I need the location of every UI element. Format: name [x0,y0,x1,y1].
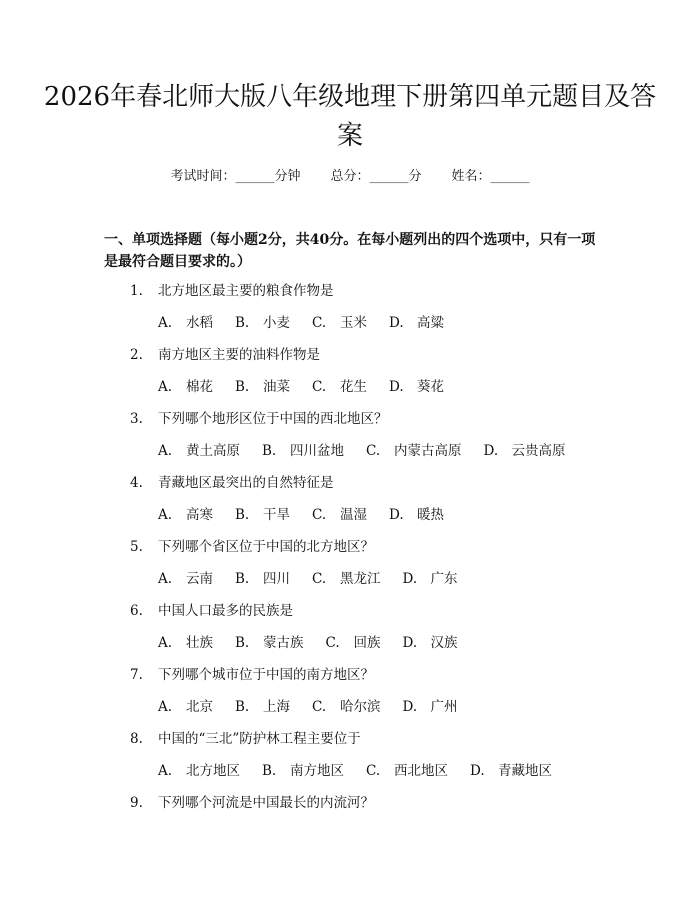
option-row [158,376,466,398]
option-d: D. 葵花 [389,379,444,395]
option-a: A. 北京 [158,699,213,715]
option-a: A. 壮族 [158,635,213,651]
question-item [130,600,650,664]
option-b: B. 蒙古族 [235,635,304,651]
option-a: A. 高寒 [158,507,213,523]
option-row [158,632,480,654]
option-b: B. 四川盆地 [262,443,344,459]
question-text: 下列哪个地形区位于中国的西北地区？ [158,411,388,427]
question-item [130,472,650,536]
question-item [130,280,650,344]
question-number: 5. [130,539,143,555]
option-d: D. 广州 [402,699,458,715]
question-number: 4. [130,475,143,491]
option-c: C. 温湿 [312,507,367,523]
option-d: D. 云贵高原 [483,443,566,459]
question-number: 2. [130,347,143,363]
option-d: D. 广东 [402,571,458,587]
option-c: C. 玉米 [312,315,367,331]
option-c: C. 内蒙古高原 [366,443,462,459]
question-item [130,536,650,600]
option-b: B. 上海 [235,699,290,715]
question-text: 南方地区主要的油料作物是 [158,347,320,363]
option-b: B. 油菜 [235,379,290,395]
question-number: 7. [130,667,143,683]
question-item [130,728,650,792]
option-row [158,504,466,526]
student-name-label: 姓名：______ [451,169,530,184]
option-row [158,312,466,334]
question-list [130,280,650,856]
option-row [158,568,480,590]
question-text: 下列哪个城市位于中国的南方地区？ [158,667,374,683]
question-number: 8. [130,731,143,747]
question-text: 中国的“三北”防护林工程主要位于 [158,731,361,747]
document-title: 2026年春北师大版八年级地理下册第四单元题目及答案 [43,82,657,151]
question-number: 1. [130,283,143,299]
option-b: B. 南方地区 [262,763,344,779]
exam-time-label: 考试时间：______分钟 [170,169,301,184]
option-c: C. 回族 [325,635,381,651]
question-stem [130,408,388,430]
question-stem [130,344,320,366]
option-d: D. 青藏地区 [470,763,552,779]
question-text: 下列哪个省区位于中国的北方地区？ [158,539,374,555]
option-a: A. 北方地区 [158,763,240,779]
question-stem [130,792,374,814]
question-item [130,792,650,856]
option-d: D. 高粱 [389,315,444,331]
question-stem [130,472,334,494]
question-stem [130,536,374,558]
question-text: 中国人口最多的民族是 [158,603,293,619]
option-row [158,440,588,462]
option-c: C. 哈尔滨 [312,699,381,715]
total-score-label: 总分：______分 [330,169,422,184]
option-d: D. 暖热 [389,507,444,523]
question-stem [130,600,293,622]
option-b: B. 四川 [235,571,290,587]
option-b: B. 小麦 [235,315,290,331]
option-a: A. 水稻 [158,315,213,331]
option-c: C. 花生 [312,379,367,395]
option-c: C. 西北地区 [366,763,448,779]
option-b: B. 干旱 [235,507,290,523]
question-item [130,344,650,408]
question-stem [130,728,361,750]
question-text: 北方地区最主要的粮食作物是 [158,283,334,299]
option-a: A. 黄土高原 [158,443,240,459]
question-stem [130,280,334,302]
question-stem [130,664,374,686]
option-row [158,760,574,782]
question-item [130,664,650,728]
question-number: 9. [130,795,143,811]
question-number: 3. [130,411,143,427]
option-c: C. 黑龙江 [312,571,381,587]
option-d: D. 汉族 [402,635,458,651]
question-text: 下列哪个河流是中国最长的内流河？ [158,795,374,811]
question-text: 青藏地区最突出的自然特征是 [158,475,334,491]
question-number: 6. [130,603,143,619]
option-a: A. 云南 [158,571,213,587]
option-row [158,696,480,718]
option-a: A. 棉花 [158,379,213,395]
section-heading-single-choice: 一、单项选择题（每小题2分，共40分。在每小题列出的四个选项中，只有一项是最符合题目要求的。） [104,232,596,270]
question-item [130,408,650,472]
exam-meta-line [0,167,700,187]
